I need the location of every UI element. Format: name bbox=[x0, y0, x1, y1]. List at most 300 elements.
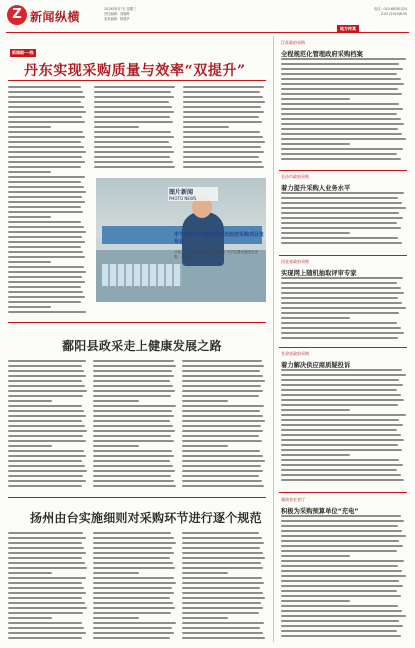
text-line bbox=[8, 301, 81, 303]
text-line bbox=[93, 582, 176, 584]
headline-rule bbox=[8, 80, 266, 81]
text-line bbox=[182, 632, 263, 634]
text-line bbox=[182, 480, 262, 482]
text-line bbox=[182, 542, 264, 544]
text-line bbox=[281, 555, 350, 557]
text-line bbox=[8, 176, 85, 178]
text-line bbox=[182, 627, 260, 629]
photo-caption-text: 日前，毕节市政府采购中心开展了中学仪器设备阳光采购，公开透明。 bbox=[174, 250, 258, 259]
text-line bbox=[281, 317, 350, 319]
text-line bbox=[8, 161, 85, 163]
text-line bbox=[8, 440, 86, 442]
text-line bbox=[93, 415, 174, 417]
text-line bbox=[8, 91, 83, 93]
text-line bbox=[281, 620, 399, 622]
text-line bbox=[8, 146, 84, 148]
text-line bbox=[281, 570, 402, 572]
text-line bbox=[8, 131, 83, 133]
text-line bbox=[8, 251, 83, 253]
text-line bbox=[93, 632, 174, 634]
text-line bbox=[8, 86, 81, 88]
section-5-tag: 湖南省农业厅 bbox=[281, 497, 305, 502]
text-line bbox=[281, 98, 350, 100]
text-line bbox=[8, 460, 82, 462]
text-line bbox=[94, 121, 173, 123]
text-line bbox=[281, 118, 401, 120]
text-line bbox=[281, 605, 398, 607]
text-line bbox=[281, 68, 403, 70]
text-line bbox=[8, 567, 87, 569]
text-line bbox=[8, 395, 83, 397]
text-line bbox=[8, 311, 86, 313]
text-line bbox=[281, 464, 403, 466]
text-line bbox=[8, 602, 85, 604]
text-line bbox=[281, 237, 398, 239]
main-body-col-1 bbox=[8, 86, 87, 316]
text-line bbox=[8, 370, 84, 372]
text-line bbox=[281, 292, 404, 294]
text-line bbox=[8, 552, 86, 554]
text-line bbox=[94, 116, 170, 118]
text-line bbox=[8, 557, 82, 559]
text-line bbox=[281, 312, 399, 314]
article3-rule bbox=[8, 497, 266, 498]
text-line bbox=[182, 532, 259, 534]
article3-headline: 扬州由台实施细则对采购环节进行逐个规范 bbox=[30, 511, 262, 525]
text-line bbox=[8, 365, 82, 367]
text-line bbox=[8, 592, 86, 594]
text-line bbox=[8, 296, 85, 298]
text-line bbox=[8, 286, 81, 288]
text-line bbox=[281, 565, 398, 567]
text-line bbox=[8, 101, 81, 103]
text-line bbox=[183, 151, 264, 153]
main-body-col-3 bbox=[183, 86, 266, 174]
text-line bbox=[182, 577, 262, 579]
text-line bbox=[8, 470, 87, 472]
section-2-headline: 着力提升采购人业务水平 bbox=[281, 185, 351, 192]
text-line bbox=[93, 547, 172, 549]
text-line bbox=[281, 389, 397, 391]
text-line bbox=[8, 151, 86, 153]
text-line bbox=[93, 370, 172, 372]
article2-col-1 bbox=[8, 360, 88, 490]
text-line bbox=[93, 405, 176, 407]
text-line bbox=[8, 206, 81, 208]
text-line bbox=[8, 191, 86, 193]
text-line bbox=[8, 485, 82, 487]
text-line bbox=[182, 365, 264, 367]
text-line bbox=[182, 617, 228, 619]
text-line bbox=[182, 470, 263, 472]
text-line bbox=[8, 281, 85, 283]
text-line bbox=[182, 425, 261, 427]
text-line bbox=[281, 459, 399, 461]
text-line bbox=[93, 430, 175, 432]
section-4-tag: 甘肃省政府采购 bbox=[281, 351, 309, 356]
text-line bbox=[93, 552, 174, 554]
text-line bbox=[281, 474, 401, 476]
text-line bbox=[93, 607, 175, 609]
text-line bbox=[182, 380, 265, 382]
issue-code: Z-02 (2019)6.05 bbox=[380, 12, 407, 16]
text-line bbox=[281, 58, 406, 60]
text-line bbox=[183, 86, 264, 88]
text-line bbox=[281, 374, 406, 376]
text-line bbox=[8, 211, 83, 213]
text-line bbox=[281, 449, 402, 451]
text-line bbox=[8, 627, 84, 629]
text-line bbox=[93, 410, 172, 412]
text-line bbox=[8, 216, 51, 218]
text-line bbox=[183, 126, 229, 128]
text-line bbox=[281, 207, 406, 209]
text-line bbox=[281, 615, 406, 617]
text-line bbox=[182, 415, 263, 417]
text-line bbox=[93, 390, 175, 392]
text-line bbox=[8, 166, 81, 168]
section-4-body bbox=[281, 369, 407, 487]
text-line bbox=[8, 266, 84, 268]
text-line bbox=[182, 465, 261, 467]
text-line bbox=[94, 96, 174, 98]
text-line bbox=[8, 622, 82, 624]
article3-col-1 bbox=[8, 532, 88, 642]
text-line bbox=[8, 450, 84, 452]
text-line bbox=[8, 96, 85, 98]
text-line bbox=[281, 148, 403, 150]
text-line bbox=[281, 222, 397, 224]
text-line bbox=[281, 158, 401, 160]
column-divider bbox=[273, 36, 274, 642]
text-line bbox=[8, 380, 82, 382]
text-line bbox=[8, 141, 81, 143]
section-3-headline: 实现网上随机抽取评审专家 bbox=[281, 270, 357, 277]
text-line bbox=[182, 435, 259, 437]
text-line bbox=[182, 460, 265, 462]
text-line bbox=[281, 434, 401, 436]
text-line bbox=[8, 375, 86, 377]
text-line bbox=[8, 186, 84, 188]
text-line bbox=[183, 121, 262, 123]
article2-rule bbox=[8, 322, 266, 323]
text-line bbox=[281, 454, 350, 456]
text-line bbox=[182, 572, 228, 574]
text-line bbox=[183, 96, 263, 98]
text-line bbox=[93, 420, 170, 422]
main-kicker: 新闻眼·一线 bbox=[12, 50, 34, 55]
text-line bbox=[281, 394, 401, 396]
text-line bbox=[183, 156, 259, 158]
text-line bbox=[93, 622, 176, 624]
text-line bbox=[182, 450, 260, 452]
text-line bbox=[94, 141, 169, 143]
text-line bbox=[182, 370, 260, 372]
section-2-tag: 长沙市政府采购 bbox=[281, 174, 309, 179]
text-line bbox=[182, 622, 264, 624]
text-line bbox=[93, 400, 139, 402]
text-line bbox=[182, 440, 262, 442]
text-line bbox=[182, 385, 261, 387]
text-line bbox=[8, 181, 81, 183]
text-line bbox=[281, 277, 403, 279]
section-rule-3 bbox=[279, 347, 407, 348]
text-line bbox=[93, 460, 170, 462]
text-line bbox=[281, 113, 397, 115]
text-line bbox=[8, 562, 85, 564]
text-line bbox=[8, 261, 51, 263]
text-line bbox=[93, 597, 170, 599]
right-section-3 bbox=[281, 259, 405, 277]
text-line bbox=[93, 440, 174, 442]
text-line bbox=[281, 414, 406, 416]
text-line bbox=[281, 439, 404, 441]
text-line bbox=[281, 282, 397, 284]
text-line bbox=[8, 256, 85, 258]
right-section-5 bbox=[281, 497, 405, 515]
text-line bbox=[182, 445, 228, 447]
text-line bbox=[182, 562, 261, 564]
text-line bbox=[93, 537, 174, 539]
text-line bbox=[8, 617, 52, 619]
text-line bbox=[281, 469, 397, 471]
text-line bbox=[182, 430, 263, 432]
text-line bbox=[8, 612, 83, 614]
text-line bbox=[94, 156, 170, 158]
text-line bbox=[94, 86, 175, 88]
text-line bbox=[8, 415, 86, 417]
text-line bbox=[8, 271, 86, 273]
text-line bbox=[182, 597, 265, 599]
text-line bbox=[281, 143, 350, 145]
text-line bbox=[281, 600, 350, 602]
section-rule-1 bbox=[279, 170, 407, 171]
text-line bbox=[281, 540, 399, 542]
text-line bbox=[281, 88, 398, 90]
text-line bbox=[281, 63, 399, 65]
text-line bbox=[182, 552, 263, 554]
text-line bbox=[281, 192, 404, 194]
photo-badge-title: 图片新闻 bbox=[168, 187, 218, 196]
text-line bbox=[281, 595, 401, 597]
text-line bbox=[94, 151, 174, 153]
text-line bbox=[8, 405, 82, 407]
text-line bbox=[281, 429, 397, 431]
text-line bbox=[182, 567, 263, 569]
section-4-headline: 着力解决供应商质疑投诉 bbox=[281, 362, 351, 369]
text-line bbox=[182, 637, 265, 639]
text-line bbox=[281, 560, 404, 562]
main-headline: 丹东实现采购质量与效率“双提升” bbox=[24, 63, 246, 79]
text-line bbox=[8, 637, 82, 639]
text-line bbox=[93, 602, 173, 604]
text-line bbox=[281, 515, 401, 517]
text-line bbox=[182, 360, 262, 362]
text-line bbox=[281, 302, 402, 304]
text-line bbox=[281, 384, 403, 386]
text-line bbox=[281, 520, 404, 522]
text-line bbox=[8, 156, 82, 158]
text-line bbox=[8, 425, 85, 427]
text-line bbox=[93, 637, 170, 639]
text-line bbox=[281, 635, 401, 637]
text-line bbox=[93, 465, 173, 467]
text-line bbox=[93, 360, 174, 362]
text-line bbox=[281, 287, 401, 289]
text-line bbox=[281, 424, 403, 426]
article3-col-2 bbox=[93, 532, 177, 642]
text-line bbox=[93, 475, 171, 477]
text-line bbox=[93, 385, 173, 387]
issue-editor: 责任编辑：刘晓辉 bbox=[104, 12, 130, 16]
text-line bbox=[281, 202, 402, 204]
text-line bbox=[8, 306, 51, 308]
text-line bbox=[93, 577, 174, 579]
text-line bbox=[8, 231, 86, 233]
text-line bbox=[93, 450, 172, 452]
text-line bbox=[93, 572, 139, 574]
text-line bbox=[8, 106, 84, 108]
text-line bbox=[8, 410, 84, 412]
text-line bbox=[281, 232, 350, 234]
text-line bbox=[281, 212, 399, 214]
text-line bbox=[182, 485, 264, 487]
text-line bbox=[8, 221, 81, 223]
article2-col-2 bbox=[93, 360, 177, 490]
text-line bbox=[8, 276, 82, 278]
text-line bbox=[93, 485, 176, 487]
text-line bbox=[93, 627, 172, 629]
text-line bbox=[93, 567, 175, 569]
right-section-4 bbox=[281, 351, 405, 369]
text-line bbox=[8, 572, 52, 574]
text-line bbox=[281, 103, 399, 105]
text-line bbox=[182, 375, 263, 377]
issue-date: 2019年8月7日 星期三 bbox=[104, 7, 137, 11]
text-line bbox=[93, 562, 173, 564]
text-line bbox=[8, 597, 82, 599]
text-line bbox=[281, 197, 398, 199]
text-line bbox=[182, 390, 263, 392]
main-body-col-2 bbox=[94, 86, 176, 174]
text-line bbox=[8, 420, 82, 422]
text-line bbox=[8, 465, 85, 467]
text-line bbox=[183, 91, 260, 93]
text-line bbox=[93, 395, 171, 397]
text-line bbox=[182, 602, 261, 604]
section-2-body bbox=[281, 192, 407, 250]
right-section-2 bbox=[281, 174, 405, 192]
text-line bbox=[281, 128, 398, 130]
text-line bbox=[8, 116, 82, 118]
text-line bbox=[8, 577, 86, 579]
text-line bbox=[93, 375, 174, 377]
text-line bbox=[93, 612, 171, 614]
text-line bbox=[93, 480, 174, 482]
text-line bbox=[8, 537, 86, 539]
text-line bbox=[183, 146, 261, 148]
text-line bbox=[93, 435, 171, 437]
text-line bbox=[8, 226, 84, 228]
text-line bbox=[281, 610, 402, 612]
text-line bbox=[8, 532, 83, 534]
text-line bbox=[182, 582, 264, 584]
text-line bbox=[94, 166, 175, 168]
section-rule-4 bbox=[279, 492, 407, 493]
text-line bbox=[183, 136, 263, 138]
text-line bbox=[182, 592, 263, 594]
text-line bbox=[281, 630, 397, 632]
section-3-body bbox=[281, 277, 407, 342]
text-line bbox=[8, 400, 52, 402]
text-line bbox=[281, 108, 403, 110]
photo-caption-title: 毕节市中学仪器设备阳光政府采购项目发布会 bbox=[174, 232, 265, 245]
section-1-body bbox=[281, 58, 407, 166]
article3-col-3 bbox=[182, 532, 266, 642]
text-line bbox=[8, 607, 87, 609]
text-line bbox=[281, 227, 401, 229]
text-line bbox=[182, 410, 260, 412]
text-line bbox=[8, 582, 82, 584]
text-line bbox=[281, 242, 402, 244]
text-line bbox=[182, 547, 260, 549]
text-line bbox=[183, 111, 264, 113]
text-line bbox=[93, 380, 170, 382]
text-line bbox=[8, 455, 86, 457]
text-line bbox=[281, 590, 397, 592]
text-line bbox=[281, 337, 398, 339]
text-line bbox=[281, 575, 406, 577]
text-line bbox=[8, 241, 85, 243]
text-line bbox=[8, 445, 52, 447]
text-line bbox=[183, 101, 265, 103]
section-5-body bbox=[281, 515, 407, 642]
text-line bbox=[93, 470, 175, 472]
text-line bbox=[8, 435, 83, 437]
text-line bbox=[93, 542, 176, 544]
text-line bbox=[8, 390, 87, 392]
text-line bbox=[93, 425, 173, 427]
text-line bbox=[8, 480, 86, 482]
text-line bbox=[183, 106, 261, 108]
text-line bbox=[182, 557, 265, 559]
article2-headline: 鄱阳县政采走上健康发展之路 bbox=[62, 339, 222, 353]
section-3-tag: 河北省政府采购 bbox=[281, 259, 309, 264]
text-line bbox=[281, 530, 402, 532]
text-line bbox=[8, 475, 83, 477]
text-line bbox=[93, 592, 174, 594]
text-line bbox=[8, 136, 85, 138]
text-line bbox=[281, 307, 406, 309]
text-line bbox=[8, 201, 85, 203]
text-line bbox=[182, 537, 262, 539]
text-line bbox=[183, 161, 262, 163]
text-line bbox=[94, 131, 171, 133]
text-line bbox=[281, 297, 398, 299]
text-line bbox=[281, 217, 403, 219]
text-line bbox=[281, 123, 404, 125]
text-line bbox=[281, 404, 398, 406]
text-line bbox=[8, 246, 81, 248]
text-line bbox=[281, 444, 398, 446]
text-line bbox=[281, 322, 397, 324]
masthead-contact bbox=[267, 7, 407, 17]
text-line bbox=[93, 617, 139, 619]
photo-badge bbox=[168, 187, 218, 199]
text-line bbox=[8, 236, 82, 238]
text-line bbox=[8, 430, 87, 432]
text-line bbox=[8, 632, 86, 634]
